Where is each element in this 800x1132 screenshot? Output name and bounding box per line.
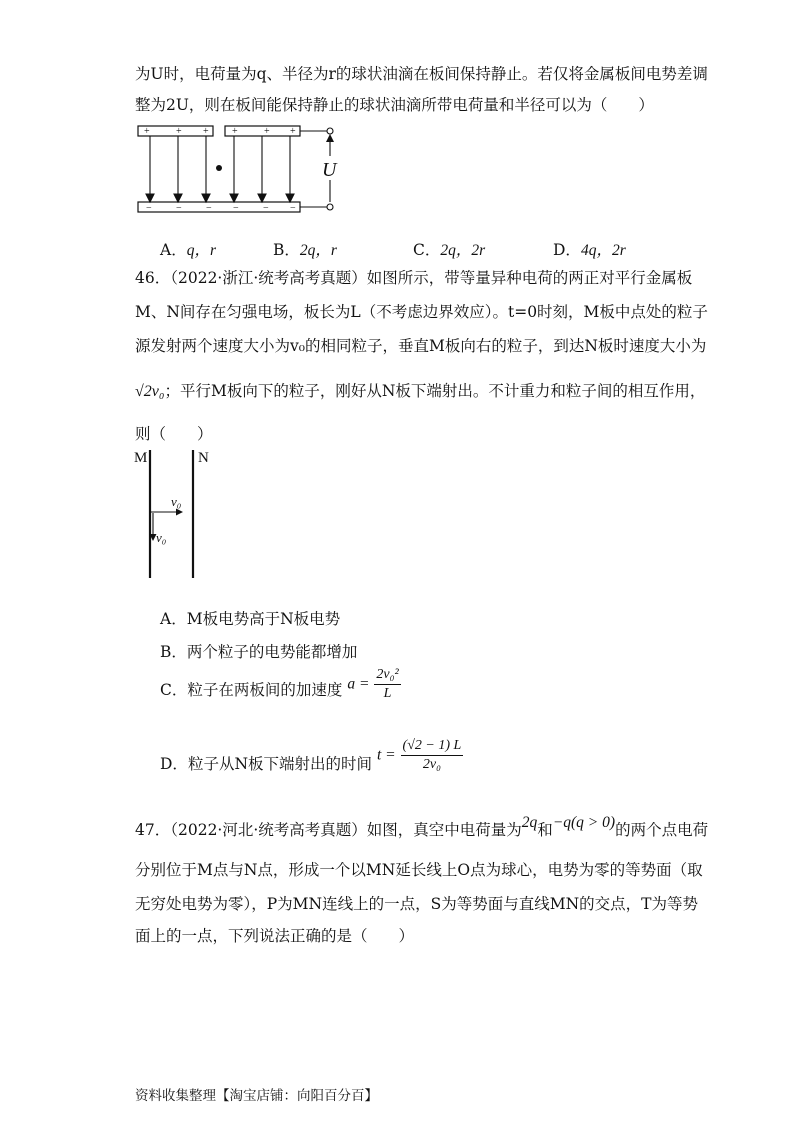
minus-sign: − xyxy=(233,203,239,214)
q45-stem-line1: 为U时，电荷量为q、半径为r的球状油滴在板间保持静止。若仅将金属板间电势差调 xyxy=(135,65,708,83)
oil-drop xyxy=(216,165,222,171)
q46-stem-line2: M、N间存在匀强电场，板长为L（不考虑边界效应）。t=0时刻，M板中点处的粒子 xyxy=(135,303,708,321)
q47-stem-line2: 分别位于M点与N点，形成一个以MN延长线上O点为球心，电势为零的等势面（取 xyxy=(135,861,703,879)
page-footer: 资料收集整理【淘宝店铺：向阳百分百】 xyxy=(135,1088,378,1104)
charge-2q: 2q xyxy=(521,814,538,831)
q46-option-c[interactable]: C．粒子在两板间的加速度 a = $\frac{\text{2v₀²}}{L}$ xyxy=(160,667,399,701)
q46-option-b[interactable]: B．两个粒子的电势能都增加 xyxy=(160,643,358,661)
minus-sign: − xyxy=(176,203,182,214)
q46-stem-line1: 46．（2022·浙江·统考高考真题）如图所示，带等量异种电荷的两正对平行金属板 xyxy=(135,269,693,287)
q47-stem-line1: 47．（2022·河北·统考高考真题）如图，真空中电荷量为2q和−q(q > 0)的两个点电荷 xyxy=(135,814,709,839)
charge-neg-q: −q(q > 0) xyxy=(552,814,616,831)
time-lhs: t = xyxy=(376,746,396,764)
q46-option-a[interactable]: A．M板电势高于N板电势 xyxy=(160,610,341,628)
minus-sign: − xyxy=(290,203,296,214)
v-right-label: v₀ xyxy=(171,494,182,509)
minus-sign: − xyxy=(206,203,212,214)
plus-sign: + xyxy=(290,126,296,137)
time-fraction: $\frac{(√2 - 1) L}{\text{2v₀}}$ xyxy=(402,738,462,772)
q46-parallel-plates-figure xyxy=(134,448,224,580)
q45-capacitor-figure xyxy=(136,124,346,216)
plate-n-label: N xyxy=(198,450,209,466)
minus-sign: − xyxy=(263,203,269,214)
accel-fraction: $\frac{\text{2v₀²}}{L}$ xyxy=(376,667,399,701)
v-down-label: v₀ xyxy=(156,530,167,545)
plus-sign: + xyxy=(232,126,238,137)
q45-option-b[interactable]: B．2q，r xyxy=(273,241,337,259)
q46-stem-line5: 则（ ） xyxy=(135,425,213,443)
minus-sign: − xyxy=(146,203,152,214)
plate-m-label: M xyxy=(134,450,148,466)
plus-sign: + xyxy=(203,126,209,137)
plus-sign: + xyxy=(176,126,182,137)
q45-stem-line2: 整为2U，则在板间能保持静止的球状油滴所带电荷量和半径可以为（ ） xyxy=(135,96,654,114)
voltage-label: U xyxy=(322,159,337,181)
q47-stem-line4: 面上的一点，下列说法正确的是（ ） xyxy=(135,927,415,945)
plus-sign: + xyxy=(144,126,150,137)
q46-number: 46． xyxy=(135,269,171,287)
q45-option-d[interactable]: D．4q，2r xyxy=(553,241,626,259)
q47-number: 47． xyxy=(135,821,171,839)
q46-stem-line3: 源发射两个速度大小为v₀的相同粒子，垂直M板向右的粒子，到达N板时速度大小为 xyxy=(135,337,707,355)
q45-option-a[interactable]: A．q，r xyxy=(160,241,216,259)
accel-lhs: a = xyxy=(347,675,370,693)
q47-stem-line3: 无穷处电势为零），P为MN连线上的一点，S为等势面与直线MN的交点，T为等势 xyxy=(135,895,699,913)
plus-sign: + xyxy=(264,126,270,137)
q46-option-d[interactable]: D．粒子从N板下端射出的时间 t = $\frac{(√2 - 1) L}{\text{2v₀}}$ xyxy=(160,738,462,773)
sqrt2-v0-math: √2v₀ xyxy=(135,383,165,400)
q46-stem-line4: √2v₀；平行M板向下的粒子，刚好从N板下端射出。不计重力和粒子间的相互作用， xyxy=(135,382,706,400)
q45-option-c[interactable]: C．2q，2r xyxy=(413,241,486,259)
